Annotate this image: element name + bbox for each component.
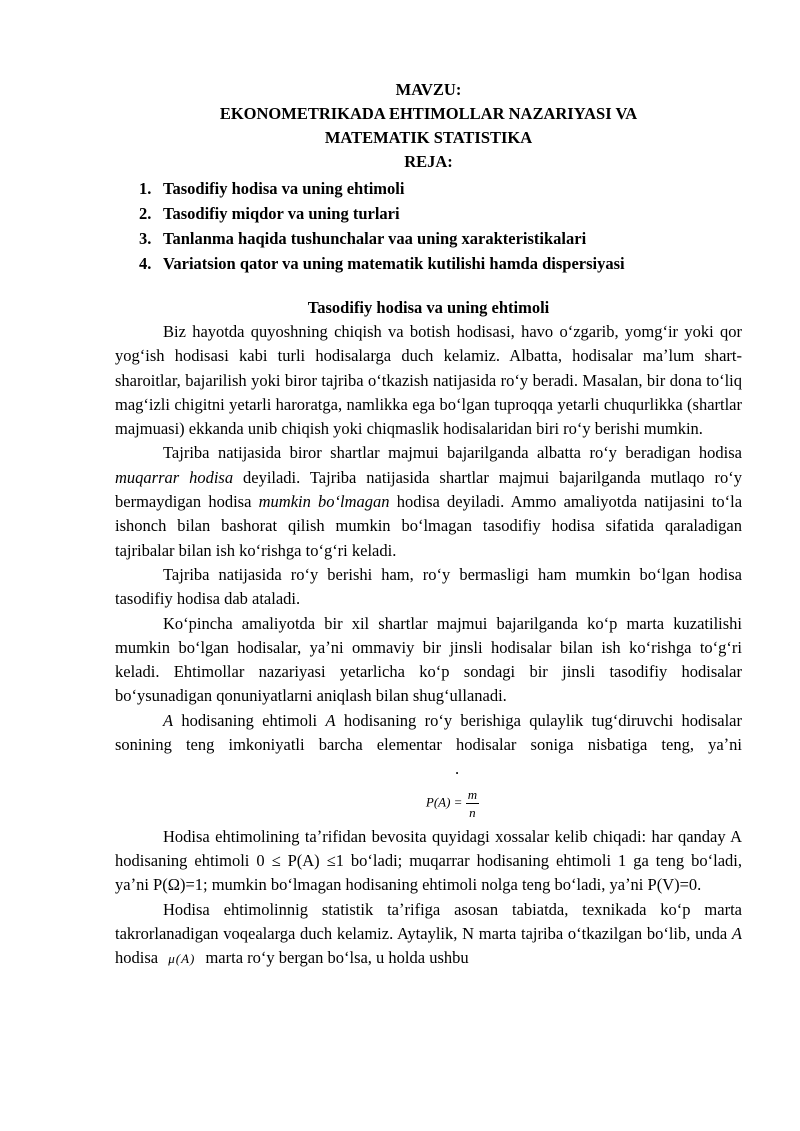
formula-denominator: n (469, 804, 476, 820)
formula-numerator: m (467, 786, 478, 802)
plan-item (115, 226, 742, 251)
formula-lhs: P(A) = (425, 794, 463, 810)
plan-item (115, 201, 742, 226)
probability-formula (139, 786, 766, 821)
plan-item-text: Tasodifiy miqdor va uning turlari (163, 204, 400, 223)
paragraph: Tajriba natijasida roʻy berishi ham, roʻy bermasligi ham mumkin boʻlgan hodisa tasodifiy hodisa dab ataladi. (115, 564, 742, 609)
plan-item (115, 251, 742, 276)
term-impossible-event: mumkin boʻlmagan (258, 492, 390, 512)
plan-list (115, 176, 742, 276)
plan-item-text: Tanlanma haqida tushunchalar vaa uning xarakteristikalari (163, 229, 587, 248)
plan-item-number: 1. (139, 179, 152, 198)
section-heading: Tasodifiy hodisa va uning ehtimoli (307, 298, 550, 317)
document-page (115, 78, 742, 971)
formula-fraction (466, 786, 479, 821)
mu-expression: μ(A) (168, 951, 196, 967)
paragraph: Tajriba natijasida biror shartlar majmui bajarilganda albatta roʻy beradigan hodisa muqarrar hodisa deyiladi. Tajriba natijasida shartlar majmui bajarilganda mutlaqo roʻy bermaydigan hodisa mumkin boʻlmagan hodisa deyiladi. Ammo amaliyotda natijasini toʻla ishonch bilan bashorat qilish mumkin boʻlmagan tasodifiy hodisa sifatida qaraladigan tajribalar bilan ish koʻrishga toʻgʻri keladi. (115, 443, 743, 560)
document-title-line2: MATEMATIK STATISTIKA (324, 128, 533, 147)
document-title-line1: EKONOMETRIKADA EHTIMOLLAR NAZARIYASI VA (219, 104, 638, 123)
topic-label: MAVZU: (395, 80, 462, 99)
paragraph: A hodisaning ehtimoli A hodisaning roʻy berishiga qulaylik tugʻdiruvchi hodisalar sonining teng imkoniyatli barcha elementar hodisalar soniga nisbatiga teng, yaʼni. (115, 710, 742, 779)
paragraph: Hodisa ehtimolinnig statistik taʼrifiga asosan tabiatda, texnikada koʻp marta takrorlanadigan voqealarga duch kelamiz. Aytaylik, N marta tajriba oʻtkazilgan boʻlib, unda A hodisa μ(A) marta roʻy bergan boʻlsa, u holda ushbu (115, 899, 742, 968)
paragraph: Biz hayotda quyoshning chiqish va botish hodisasi, havo oʻzgarib, yomgʻir yoki qor yogʻish hodisasi kabi turli hodisalarga duch kelamiz. Albatta, hodisalar maʼlum shart-sharoitlar, bajarilish yoki biror tajriba oʻtkazish natijasida roʻy beradi. Masalan, bir dona toʻliq magʻizli chigitni yetarli haroratga, namlikka ega boʻlgan tuproqqa yetarli chuqurlikka (shartlar majmuasi) ekkanda unib chiqish yoki chiqmaslik hodisalaridan biri roʻy berishi mumkin. (115, 322, 742, 439)
plan-item-text: Tasodifiy hodisa va uning ehtimoli (163, 179, 405, 198)
paragraph: Koʻpincha amaliyotda bir xil shartlar majmui bajarilganda koʻp marta kuzatilishi mumkin boʻlgan hodisalar, yaʼni ommaviy bir jinsli hodisalar bilan ish koʻrishga toʻgʻri keladi. Ehtimollar nazariyasi yetarlicha koʻp sondagi bir jinsli tasodifiy hodisalar boʻysunadigan qonuniyatlarni aniqlash bilan shugʻullanadi. (115, 613, 742, 706)
plan-item-text: Variatsion qator va uning matematik kutilishi hamda dispersiyasi (163, 254, 625, 273)
plan-item-number: 4. (139, 254, 152, 273)
plan-heading: REJA: (404, 152, 453, 171)
plan-item-number: 2. (139, 204, 152, 223)
paragraph: Hodisa ehtimolining taʼrifidan bevosita quyidagi xossalar kelib chiqadi: har qanday A hodisaning ehtimoli 0 ≤ P(A) ≤1 boʻladi; muqarrar hodisaning ehtimoli 1 ga teng boʻladi, yaʼni P(Ω)=1; mumkin boʻlmagan hodisaning ehtimoli nolga teng boʻladi, yaʼni P(V)=0. (115, 826, 742, 895)
plan-item-number: 3. (139, 229, 152, 248)
term-certain-event: muqarrar hodisa (115, 467, 234, 487)
plan-item (115, 176, 742, 201)
